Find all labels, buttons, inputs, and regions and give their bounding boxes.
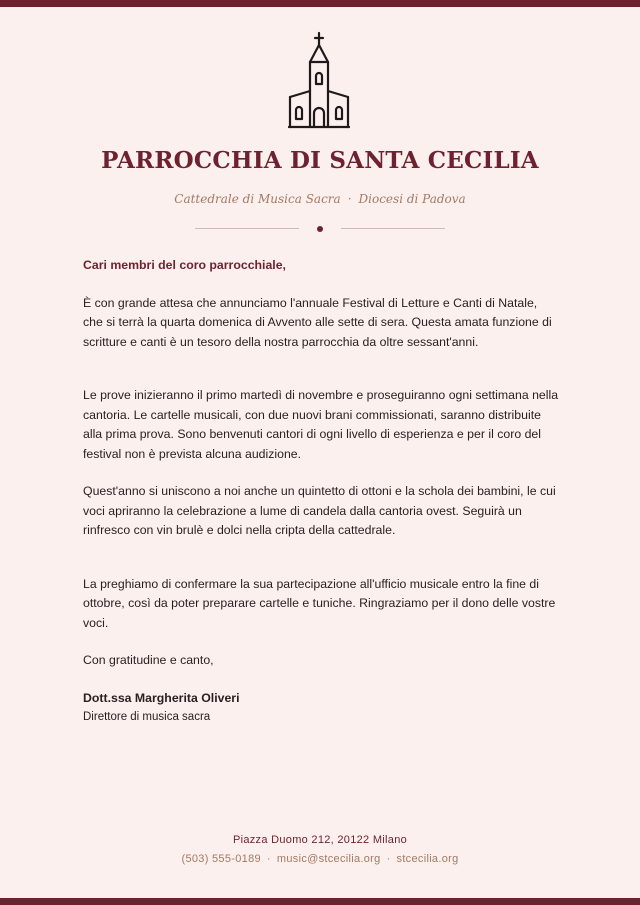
- footer-address: Piazza Duomo 212, 20122 Milano: [232, 834, 408, 846]
- signer-title: Direttore di musica sacra: [83, 711, 211, 723]
- footer-website[interactable]: stcecilia.org: [396, 853, 459, 865]
- divider-line-right: [341, 228, 445, 229]
- parish-subtitle: [0, 192, 640, 206]
- top-border-band: [0, 0, 640, 7]
- bottom-border-band: [0, 898, 640, 905]
- paragraph-rsvp: La preghiamo di confermare la sua partecipazione all'ufficio musicale entro la fine di ottobre, così da poter preparare cartelle e tuniche. Ringraziamo per il dono delle vostre voci.: [83, 576, 556, 630]
- subtitle-separator: ·: [347, 192, 352, 206]
- subtitle-diocese: Diocesi di Padova: [358, 192, 466, 206]
- paragraph-ensemble: Quest'anno si uniscono a noi anche un quintetto di ottoni e la schola dei bambini, le cui voci apriranno la celebrazione a lume di candela dalla cantoria ovest. Seguirà un rinfresco con vin brulè e dolci nella cripta della cattedrale.: [83, 484, 556, 537]
- church-icon: [288, 30, 352, 130]
- divider-line-left: [195, 228, 299, 229]
- paragraph-festival: È con grande attesa che annunciamo l'annuale Festival di Letture e Canti di Natale, che si terrà la quarta domenica di Avvento alle sette di sera. Questa amata funzione di scritture e canti è un tesoro della nostra parrocchia da oltre sessant'anni.: [83, 295, 552, 349]
- signer-name: Dott.ssa Margherita Oliveri: [83, 690, 240, 705]
- letter-footer: [0, 834, 640, 865]
- parish-name: PARROCCHIA DI SANTA CECILIA: [101, 147, 539, 174]
- footer-phone: (503) 555-0189: [181, 853, 261, 865]
- footer-separator: ·: [266, 853, 271, 865]
- letter-body: [83, 256, 559, 728]
- footer-contacts: [0, 853, 640, 865]
- footer-separator: ·: [386, 853, 391, 865]
- footer-email[interactable]: music@stcecilia.org: [276, 853, 381, 865]
- salutation: Cari membri del coro parrocchiale,: [83, 258, 286, 272]
- letterhead: [0, 30, 640, 234]
- paragraph-rehearsals: Le prove inizieranno il primo martedì di novembre e proseguiranno ogni settimana nella cantoria. Le cartelle musicali, con due nuovi brani commissionati, saranno distribuite alla prima prova. Sono benvenuti cantori di ogni livello di esperienza e per il coro del festival non è prevista alcuna audizione.: [83, 388, 559, 461]
- ornamental-divider: [195, 224, 445, 234]
- closing: Con gratitudine e canto,: [83, 653, 214, 667]
- subtitle-cathedral: Cattedrale di Musica Sacra: [174, 192, 341, 206]
- divider-dot: [317, 226, 323, 232]
